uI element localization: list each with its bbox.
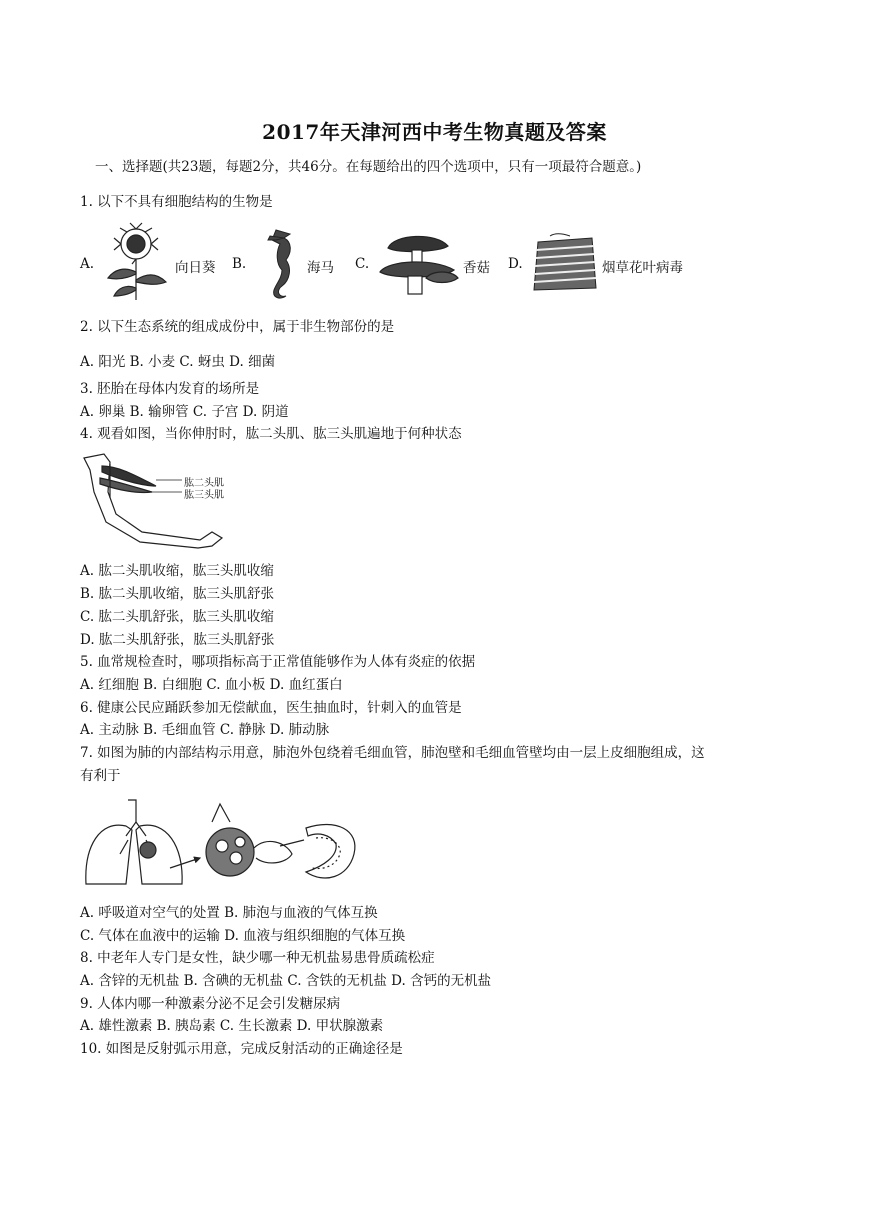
- lung-structure-figure: [80, 796, 364, 892]
- question-2-options: A. 阳光 B. 小麦 C. 蚜虫 D. 细菌: [80, 354, 276, 370]
- question-6-options: A. 主动脉 B. 毛细血管 C. 静脉 D. 肺动脉: [80, 722, 330, 738]
- question-7-stem-line2: 有利于: [80, 768, 121, 784]
- question-2-stem: 2. 以下生态系统的组成成份中，属于非生物部份的是: [80, 319, 395, 335]
- tobacco-mosaic-virus-figure: [530, 232, 602, 294]
- question-10-stem: 10. 如图是反射弧示用意，完成反射活动的正确途径是: [80, 1041, 403, 1057]
- question-9-stem: 9. 人体内哪一种激素分泌不足会引发糖尿病: [80, 996, 341, 1012]
- question-9-options: A. 雄性激素 B. 胰岛素 C. 生长激素 D. 甲状腺激素: [80, 1018, 384, 1034]
- question-7-options-line2: C. 气体在血液中的运输 D. 血液与组织细胞的气体互换: [80, 928, 406, 944]
- question-4-option-b: B. 肱二头肌收缩，肱三头肌舒张: [80, 586, 275, 602]
- sunflower-figure: [96, 222, 174, 302]
- question-5-options: A. 红细胞 B. 白细胞 C. 血小板 D. 血红蛋白: [80, 677, 343, 693]
- question-4-option-d: D. 肱二头肌舒张，肱三头肌舒张: [80, 632, 275, 648]
- q1-option-c-text: 香菇: [463, 260, 490, 276]
- section-header: 一、选择题(共23题，每题2分，共46分。在每题给出的四个选项中，只有一项最符合题意。): [95, 159, 642, 175]
- question-1-stem: 1. 以下不具有细胞结构的生物是: [80, 194, 273, 210]
- seahorse-figure: [262, 226, 306, 302]
- question-3-stem: 3. 胚胎在母体内发育的场所是: [80, 381, 260, 397]
- question-8-options: A. 含锌的无机盐 B. 含碘的无机盐 C. 含铁的无机盐 D. 含钙的无机盐: [80, 973, 492, 989]
- question-7-stem-line1: 7. 如图为肺的内部结构示用意，肺泡外包绕着毛细血管，肺泡壁和毛细血管壁均由一层上皮细胞组成，这: [80, 745, 705, 761]
- question-8-stem: 8. 中老年人专门是女性，缺少哪一种无机盐易患骨质疏松症: [80, 950, 435, 966]
- q1-option-a-text: 向日葵: [175, 260, 216, 276]
- q1-option-d-letter: D.: [508, 256, 523, 272]
- arm-muscle-figure: [80, 452, 236, 552]
- fig-label-biceps: 肱二头肌: [184, 478, 224, 489]
- q1-option-c-letter: C.: [355, 256, 370, 272]
- question-6-stem: 6. 健康公民应踊跃参加无偿献血，医生抽血时，针刺入的血管是: [80, 700, 462, 716]
- q1-option-b-text: 海马: [307, 260, 334, 276]
- mushroom-figure: [374, 230, 462, 300]
- question-7-options-line1: A. 呼吸道对空气的处置 B. 肺泡与血液的气体互换: [80, 905, 378, 921]
- question-4-option-c: C. 肱二头肌舒张，肱三头肌收缩: [80, 609, 274, 625]
- question-3-options: A. 卵巢 B. 输卵管 C. 子宫 D. 阴道: [80, 404, 289, 420]
- q1-option-b-letter: B.: [232, 256, 247, 272]
- fig-label-triceps: 肱三头肌: [184, 490, 224, 501]
- question-4-option-a: A. 肱二头肌收缩，肱三头肌收缩: [80, 563, 274, 579]
- question-4-stem: 4. 观看如图，当你伸肘时，肱二头肌、肱三头肌遍地于何种状态: [80, 426, 462, 442]
- q1-option-a-letter: A.: [80, 256, 95, 272]
- page-title: 2017年天津河西中考生物真题及答案: [262, 120, 607, 144]
- question-5-stem: 5. 血常规检查时，哪项指标高于正常值能够作为人体有炎症的依据: [80, 654, 476, 670]
- q1-option-d-text: 烟草花叶病毒: [602, 260, 683, 276]
